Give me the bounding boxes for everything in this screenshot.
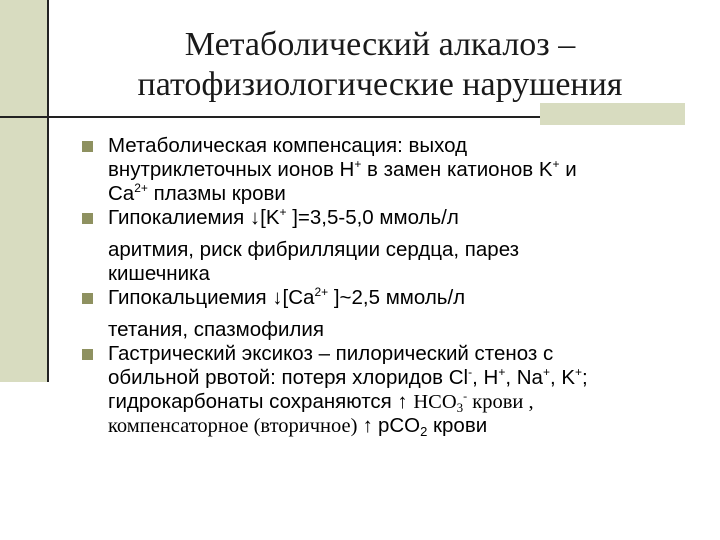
square-bullet-icon: [82, 213, 93, 224]
side-accent-bar: [0, 0, 47, 382]
bullet-item-compensation: [82, 134, 702, 206]
bullet-text: тетания, спазмофилия: [108, 318, 324, 341]
title-underline: [0, 116, 540, 118]
square-bullet-icon: [82, 293, 93, 304]
bullet-text: Гипокальциемия $↓[Ca^{2+}$ ]~2,5 ммоль/л: [108, 285, 466, 309]
bullet-text: $Ca^{2+}$ плазмы крови: [108, 181, 286, 205]
bullet-text: Гипокалиемия ↓[K+ ]=3,5-5,0 ммоль/л: [108, 205, 459, 229]
square-bullet-icon: [82, 349, 93, 360]
bullet-text: компенсаторное (вторичное) ↑ pCO$_2$ крови: [108, 414, 488, 439]
bullet-text: аритмия, риск фибрилляции сердца, парез: [108, 238, 520, 261]
title-line-2: патофизиологические нарушения: [137, 66, 623, 103]
slide-title: [60, 25, 700, 105]
bullet-text: гидрокарбонаты сохраняются ↑ $HCO_3^-$ крови ,: [108, 389, 534, 415]
bullet-text: внутриклеточных ионов H+ в замен катионов K+ и: [108, 157, 577, 181]
bullet-item-gastric-exsiccosis: [82, 342, 702, 438]
bullet-text: кишечника: [108, 262, 210, 285]
title-accent-box: [540, 103, 685, 125]
square-bullet-icon: [82, 141, 93, 152]
bullet-text: Метаболическая компенсация: выход: [108, 134, 468, 157]
vertical-rule: [47, 0, 49, 382]
bullet-item-hypokalemia: [82, 206, 702, 286]
bullet-item-hypocalcemia: [82, 286, 702, 342]
bullet-list: [82, 134, 702, 438]
bullet-text: обильной рвотой: потеря хлоридов Cl-, H+, Na+, K+;: [108, 365, 588, 389]
bullet-text: Гастрический эксикоз – пилорический стеноз с: [108, 342, 554, 365]
title-line-1: Метаболический алкалоз –: [184, 26, 576, 63]
